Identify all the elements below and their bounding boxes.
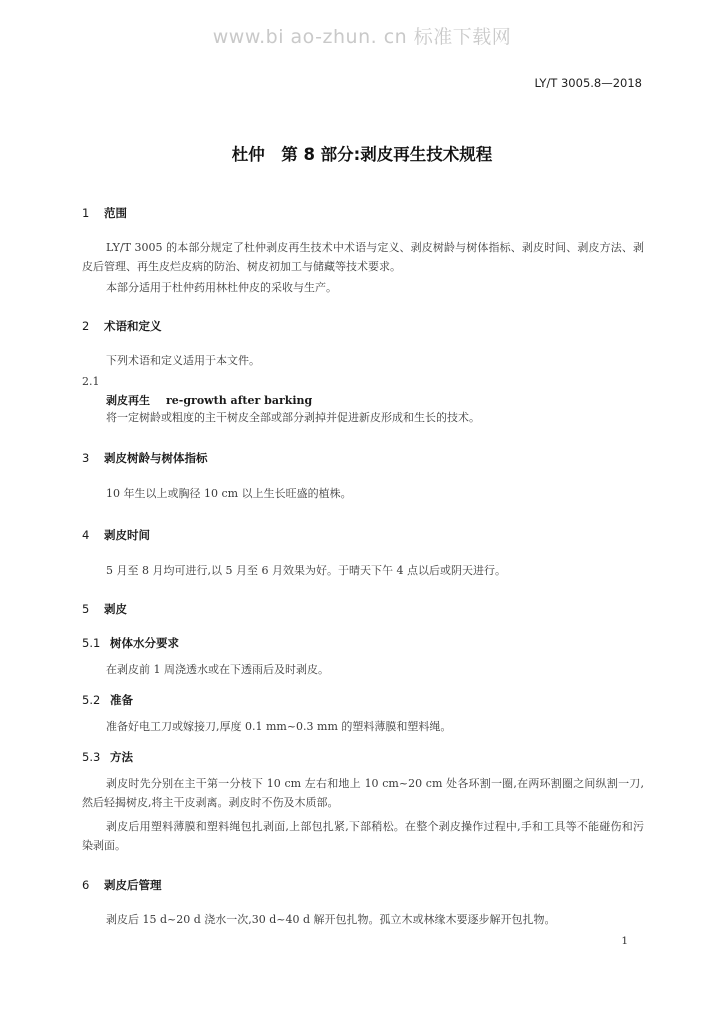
subsection-title: 准备 xyxy=(110,693,133,707)
section-number: 4 xyxy=(82,528,90,542)
subsection-title: 方法 xyxy=(110,750,133,764)
subsection-number: 5.3 xyxy=(82,750,101,764)
section-2-paragraph-1: 下列术语和定义适用于本文件。 xyxy=(106,354,260,367)
subsection-5-1-heading xyxy=(82,635,179,651)
section-3-heading xyxy=(82,450,208,466)
section-number: 1 xyxy=(82,206,90,220)
section-6-paragraph-1: 剥皮后 15 d~20 d 浇水一次,30 d~40 d 解开包扎物。孤立木或林缘木要逐步解开包扎物。 xyxy=(106,913,556,926)
term-chinese: 剥皮再生 xyxy=(106,394,150,407)
section-4-heading xyxy=(82,527,150,543)
section-4-paragraph-1: 5 月至 8 月均可进行,以 5 月至 6 月效果为好。于晴天下午 4 点以后或阴天进行。 xyxy=(106,564,506,577)
subsection-5-2-paragraph: 准备好电工刀或嫁接刀,厚度 0.1 mm~0.3 mm 的塑料薄膜和塑料绳。 xyxy=(106,720,452,733)
subsection-5-3-heading xyxy=(82,749,133,765)
document-code: LY/T 3005.8—2018 xyxy=(534,76,642,90)
subsection-5-3-paragraph-1: 剥皮时先分别在主干第一分枝下 10 cm 左右和地上 10 cm~20 cm 处各环割一圈,在两环割圈之间纵割一刀,然后轻揭树皮,将主干皮剥离。剥皮时不伤及木质部。 xyxy=(82,777,644,809)
term-definition: 将一定树龄或粗度的主干树皮全部或部分剥掉并促进新皮形成和生长的技术。 xyxy=(106,411,480,424)
section-number: 6 xyxy=(82,878,90,892)
section-6-heading xyxy=(82,877,162,893)
section-number: 3 xyxy=(82,451,90,465)
section-title: 剥皮后管理 xyxy=(104,878,162,892)
term-entry xyxy=(106,392,312,408)
section-number: 5 xyxy=(82,602,90,616)
subsection-5-3-paragraph-2: 剥皮后用塑料薄膜和塑料绳包扎剥面,上部包扎紧,下部稍松。在整个剥皮操作过程中,手和工具等不能碰伤和污染剥面。 xyxy=(82,820,644,852)
section-1-paragraph-2: 本部分适用于杜仲药用林杜仲皮的采收与生产。 xyxy=(106,281,337,294)
section-title: 剥皮时间 xyxy=(104,528,150,542)
subsection-number: 5.2 xyxy=(82,693,101,707)
term-english: re-growth after barking xyxy=(166,394,313,407)
subsection-number: 5.1 xyxy=(82,636,101,650)
section-title: 范围 xyxy=(104,206,127,220)
page-number: 1 xyxy=(621,935,628,947)
document-title: 杜仲 第 8 部分:剥皮再生技术规程 xyxy=(231,145,493,164)
subsection-title: 树体水分要求 xyxy=(110,636,179,650)
section-title: 剥皮树龄与树体指标 xyxy=(104,451,208,465)
subsection-5-1-paragraph: 在剥皮前 1 周浇透水或在下透雨后及时剥皮。 xyxy=(106,663,329,676)
section-title: 术语和定义 xyxy=(104,319,162,333)
watermark: www.bi ao-zhun. cn 标准下载网 xyxy=(212,26,512,48)
section-number: 2 xyxy=(82,319,90,333)
subsection-2-1-number: 2.1 xyxy=(82,375,100,388)
section-title: 剥皮 xyxy=(104,602,127,616)
section-5-heading xyxy=(82,601,127,617)
subsection-5-2-heading xyxy=(82,692,133,708)
section-3-paragraph-1: 10 年生以上或胸径 10 cm 以上生长旺盛的植株。 xyxy=(106,487,352,500)
section-1-heading xyxy=(82,205,127,221)
section-1-paragraph-1: LY/T 3005 的本部分规定了杜仲剥皮再生技术中术语与定义、剥皮树龄与树体指标、剥皮时间、剥皮方法、剥皮后管理、再生皮烂皮病的防治、树皮初加工与储藏等技术要求。 xyxy=(82,241,644,273)
section-2-heading xyxy=(82,318,162,334)
